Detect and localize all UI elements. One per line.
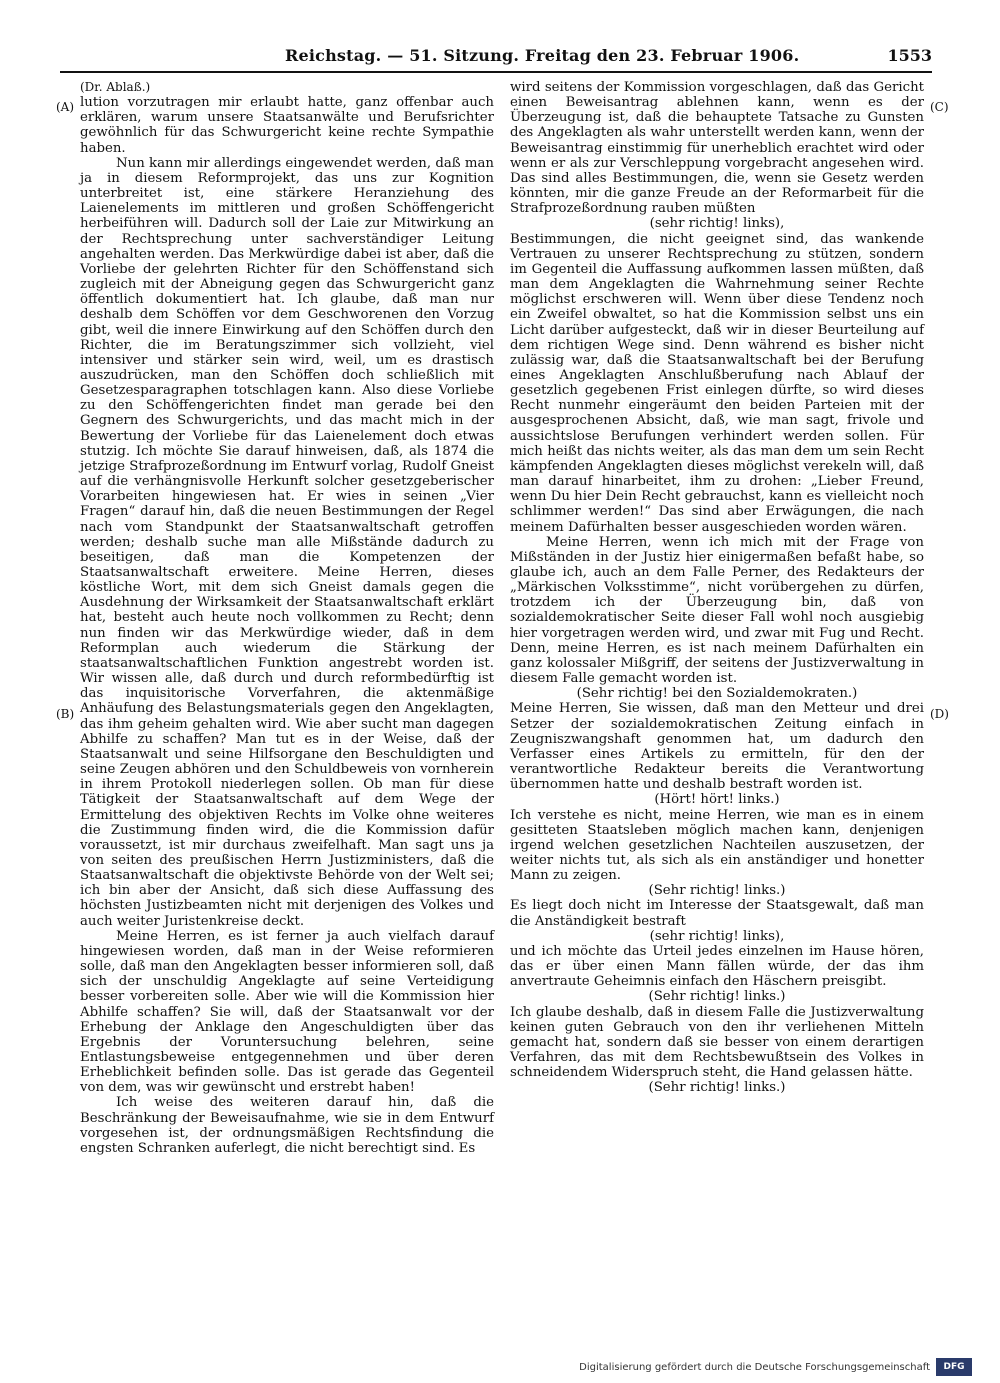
header-rule — [60, 71, 932, 73]
interjection: (Sehr richtig! links.) — [648, 989, 786, 1005]
interjection: (Sehr richtig! links.) — [648, 1080, 786, 1096]
paragraph: Meine Herren, wenn ich mich mit der Frage von Mißständen in der Justiz hier einigermaßen befaßt habe, so glaube ich, auch an dem Falle Perner, des Redakteurs der „Märkischen Volksstimme“, nicht vorübergehen zu dürfen, trotzdem ich der Überzeugung bin, daß von sozialdemokratischer Seite dieser Fall wohl noch ausgiebig hier vorgetragen werden wird, und zwar mit Fug und Recht. Denn, meine Herren, es ist nach meinem Dafürhalten ein ganz kolossaler Mißgriff, der seitens der Justizverwaltung in diesem Falle gemacht worden ist. — [510, 534, 924, 687]
paragraph: Nun kann mir allerdings eingewendet werden, daß man ja in diesem Reformprojekt, das uns zur Kognition unterbreitet ist, eine stärkere Heranziehung des Laienelements im mittleren und großen Schöffengericht herbeiführen will. Dadurch soll der Laie zur Mitwirkung an der Rechtsprechung unter sachverständiger Leitung angehalten werden. Das Merkwürdige dabei ist aber, daß die Vorliebe der gelehrten Richter für den Schöffenstand sich zugleich mit der Abneigung gegen das Schwurgericht ganz öffentlich dokumentiert hat. Ich glaube, daß man nur deshalb dem Schöffen vor dem Geschworenen den Vorzug gibt, weil die innere Einwirkung auf den Schöffen durch den Richter, die im Beratungszimmer sich vollzieht, viel intensiver und stärker sein wird, weil, um es drastisch auszudrücken, man den Schöffen doch schließlich mit Gesetzesparagraphen totschlagen kann. Also diese Vorliebe zu den Schöffengerichten findet man gerade bei den Gegnern des Schwurgerichts, und das macht mich in der Bewertung der Vorliebe für das Laienelement doch etwas stutzig. Ich möchte Sie darauf hinweisen, daß, als 1874 die jetzige Strafprozeßordnung im Entwurf vorlag, Rudolf Gneist auf die verhängnisvolle Herkunft solcher gesetzgeberischer Vorarbeiten hingewiesen hat. Er wies in seinen „Vier Fragen“ darauf hin, daß die neuen Bestimmungen der Regel nach vom Standpunkt der Staatsanwaltschaft getroffen werden; deshalb suche man alle Mißstände dadurch zu beseitigen, daß man die Kompetenzen der Staatsanwaltschaft erweitere. Meine Herren, dieses köstliche Wort, mit dem sich Gneist damals gegen die Ausdehnung der Wirksamkeit der Staatsanwaltschaft erklärt hat, besteht auch heute noch vollkommen zu Recht; denn nun finden wir das Merkwürdige wieder, daß in dem Reformplan auch wiederum die Stärkung der staatsanwaltschaftlichen Funktion angestrebt worden ist. Wir wissen alle, daß durch und durch reformbedürftig ist das inquisitorische Vorverfahren, die aktenmäßige Anhäufung des Belastungsmaterials gegen den Angeklagten, das ihm geheim gehalten wird. Wie aber sucht man dagegen Abhilfe zu schaffen? Man tut es in der Weise, daß der Staatsanwalt und seine Hilfsorgane den Beschuldigten und seine Zeugen abhören und den Schuldbeweis von vornherein in ihrem Protokoll niederlegen sollen. Ob man für diese Tätigkeit der Staatsanwaltschaft auf dem Wege der Ermittelung des objektiven Rechts im Volke ohne weiteres die Zustimmung finden wird, die die Kommission dafür voraussetzt, ist mir durchaus zweifelhaft. Man sagt uns ja von seiten des preußischen Herrn Justizministers, daß die Staatsanwaltschaft die objektivste Behörde von der Welt sei; ich bin aber der Ansicht, daß sich diese Auffassung des höchsten Justizbeamten nicht mit derjenigen des Volkes und auch weiter Juristenkreise deckt. — [80, 155, 494, 929]
paragraph: Ich glaube deshalb, daß in diesem Falle die Justizverwaltung keinen guten Gebrauch von den ihr verliehenen Mitteln gemacht hat, sondern daß sie besser von einem derartigen Verfahren, das mit dem Rechtsbewußtsein des Volkes in schneidendem Widerspruch steht, die Hand gelassen hätte. — [510, 1004, 924, 1081]
right-column — [510, 80, 924, 1095]
interjection: (Sehr richtig! bei den Sozialdemokraten.) — [576, 686, 858, 702]
paragraph: und ich möchte das Urteil jedes einzelnen im Hause hören, das er über einen Mann fällen würde, der das ihm anvertraute Geheimnis einfach den Häschern preisgibt. — [510, 943, 924, 990]
margin-marker-d: (D) — [930, 707, 949, 721]
page-number: 1553 — [887, 46, 932, 65]
margin-marker-a: (A) — [56, 100, 75, 114]
running-head: Reichstag. — 51. Sitzung. Freitag den 23. Februar 1906. — [285, 46, 800, 65]
funding-note: Digitalisierung gefördert durch die Deutsche Forschungsgemeinschaft — [579, 1362, 930, 1373]
paragraph: Es liegt doch nicht im Interesse der Staatsgewalt, daß man die Anständigkeit bestraft — [510, 898, 924, 929]
paragraph: wird seitens der Kommission vorgeschlagen, daß das Gericht einen Beweisantrag ablehnen kann, wenn es der Überzeugung ist, daß die behauptete Tatsache zu Gunsten des Angeklagten als wahr unterstellt werden kann, wenn der Beweisantrag einstimmig für unerheblich erachtet wird oder wenn er als zur Verschleppung vorgebracht angesehen wird. Das sind alles Bestimmungen, die, wenn sie Gesetz werden könnten, mir die ganze Freude an der Reformarbeit für die Strafprozeßordnung rauben müßten — [510, 80, 924, 217]
interjection: (Hört! hört! links.) — [654, 792, 780, 808]
margin-marker-b: (B) — [56, 707, 75, 721]
interjection: (sehr richtig! links), — [649, 216, 785, 232]
page-header — [60, 46, 932, 70]
interjection: (sehr richtig! links), — [649, 928, 785, 944]
paragraph: Bestimmungen, die nicht geeignet sind, das wankende Vertrauen zu unserer Rechtsprechung zu stützen, sondern im Gegenteil die Auffassung aufkommen lassen müßten, daß man dem Angeklagten die Wahrnehmung seiner Rechte möglichst erschweren will. Wenn über diese Tendenz noch ein Zweifel obwaltet, so hat die Kommission selbst uns ein Licht darüber aufgesteckt, daß wir in dieser Beurteilung auf dem richtigen Wege sind. Denn während es bisher nicht zulässig war, daß die Staatsanwaltschaft bei der Berufung eines Angeklagten Anschlußberufung nach Ablauf der gesetzlich gegebenen Frist einlegen dürfte, so wird dieses Recht nunmehr eingeräumt den beiden Parteien mit der ausgesprochenen Absicht, daß, wie man sagt, frivole und aussichtslose Berufungen verhindert werden sollen. Für mich heißt das nichts weiter, als das man dem um sein Recht kämpfenden Angeklagten dieses möglichst verekeln will, daß man darauf hinarbeitet, ihm zu drohen: „Lieber Freund, wenn Du hier Dein Recht gebrauchst, kann es vielleicht noch schlimmer werden!“ Das sind aber Erwägungen, die nach meinem Dafürhalten besser ausgeschieden worden wären. — [510, 231, 924, 535]
dfg-logo: DFG — [936, 1358, 972, 1376]
paragraph: Ich verstehe es nicht, meine Herren, wie man es in einem gesitteten Staatsleben möglich machen kann, denjenigen irgend welchen gesetzlichen Nachteilen auszusetzen, der weiter nichts tut, als sich als ein anständiger und honetter Mann zu zeigen. — [510, 807, 924, 884]
left-column — [80, 80, 494, 1156]
margin-marker-c: (C) — [930, 100, 949, 114]
paragraph: Ich weise des weiteren darauf hin, daß die Beschränkung der Beweisaufnahme, wie sie in dem Entwurf vorgesehen ist, der ordnungsmäßigen Rechtsfindung die engsten Schranken auferlegt, die nicht berechtigt sind. Es — [80, 1095, 494, 1156]
interjection: (Sehr richtig! links.) — [648, 883, 786, 899]
paragraph: Meine Herren, Sie wissen, daß man den Metteur und drei Setzer der sozialdemokratischen Zeitung einfach in Zeugniszwangshaft genommen hat, um dadurch den Verfasser eines Artikels zu ermitteln, für den der verantwortliche Redakteur bereits die Verantwortung übernommen hatte und deshalb bestraft worden ist. — [510, 701, 924, 793]
paragraph: Meine Herren, es ist ferner ja auch vielfach darauf hingewiesen worden, daß man in der Weise reformieren solle, daß man den Angeklagten besser informieren soll, daß sich der unschuldig Angeklagte auf seine Verteidigung besser vorbereiten solle. Aber wie will die Kommission hier Abhilfe schaffen? Sie will, daß der Staatsanwalt vor der Erhebung der Anklage den Angeschuldigten über das Ergebnis der Voruntersuchung belehren, seine Entlastungsbeweise entgegennehmen und über deren Erheblichkeit befinden solle. Das ist gerade das Gegenteil von dem, was wir gewünscht und erstrebt haben! — [80, 928, 494, 1096]
paragraph: lution vorzutragen mir erlaubt hatte, ganz offenbar auch erklären, warum unsere Staatsanwälte und Berufsrichter gewöhnlich für das Schwurgericht keine rechte Sympathie haben. — [80, 95, 494, 156]
speaker-label: (Dr. Ablaß.) — [80, 80, 151, 94]
